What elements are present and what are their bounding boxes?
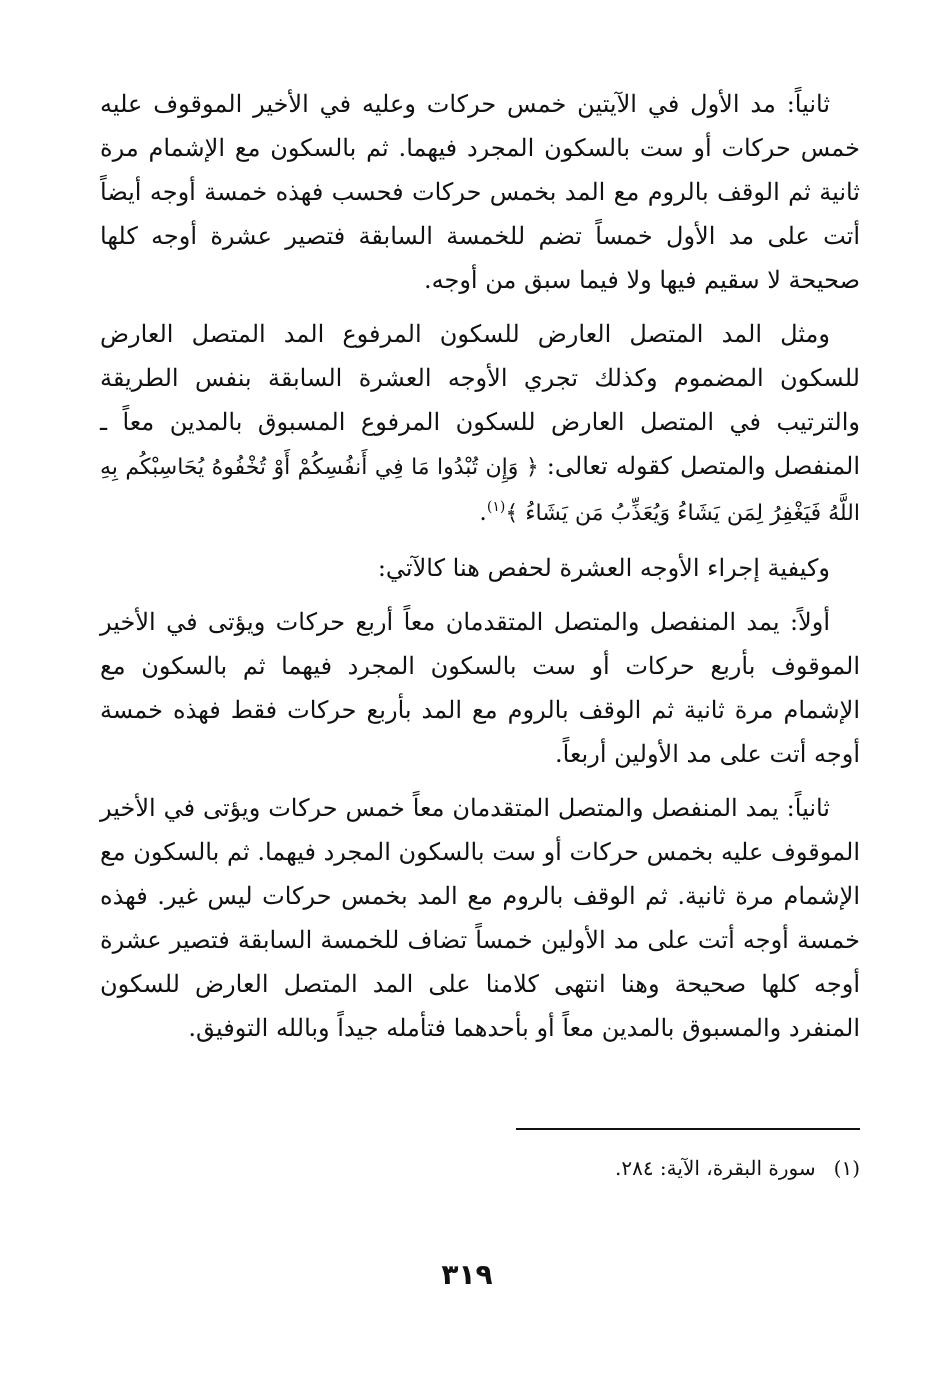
paragraph-4: أولاً: يمد المنفصل والمتصل المتقدمان معاً أربع حركات ويؤتى في الأخير الموقوف بأربع حركات أو ست بالسكون المجرد فيهما ثم بالسكون مع الإشمام مرة ثانية ثم الوقف بالروم مع المد بأربع حركات فقط فهذه خمسة أوجه أتت على مد الأولين أربعاً. xyxy=(100,608,860,768)
paragraph-5: ثانياً: يمد المنفصل والمتصل المتقدمان معاً خمس حركات ويؤتى في الأخير الموقوف عليه بخمس حركات أو ست بالسكون المجرد فيهما. ثم بالسكون مع الإشمام مرة ثانية. ثم الوقف بالروم مع المد بخمس حركات ليس غير. فهذه خمسة أوجه أتت على مد الأولين خمساً تضاف للخمسة السابقة فتصير عشرة أوجه كلها صحيحة وهنا انتهى كلامنا على المد المتصل العارض للسكون المنفرد والمسبوق بالمدين معاً أو بأحدهما فتأمله جيداً وبالله التوفيق. xyxy=(100,794,860,1042)
footnote xyxy=(480,1150,860,1186)
page-number: ٣١٩ xyxy=(441,1258,493,1291)
footnote-text: سورة البقرة، الآية: ٢٨٤. xyxy=(614,1156,816,1180)
footnote-number: (١) xyxy=(833,1156,860,1180)
paragraph-2-text: ومثل المد المتصل العارض للسكون المرفوع المد المتصل العارض للسكون المضموم وكذلك تجري الأوجه العشرة السابقة بنفس الطريقة والترتيب في المتصل العارض للسكون المرفوع المسبوق بالمدين معاً ـ المنفصل والمتصل كقوله تعالى: xyxy=(100,320,861,480)
paragraph-1: ثانياً: مد الأول في الآيتين خمس حركات وعليه في الأخير الموقوف عليه خمس حركات أو ست بالسكون المجرد فيهما. ثم بالسكون مع الإشمام مرة ثانية ثم الوقف بالروم مع المد بخمس حركات فحسب فهذه خمسة أوجه أيضاً أتت على مد الأول خمساً تضم للخمسة السابقة فتصير عشرة أوجه كلها صحيحة لا سقيم فيها ولا فيما سبق من أوجه. xyxy=(100,90,861,294)
main-text xyxy=(100,82,860,1060)
quran-verse: ﴿ وَإِن تُبْدُوا مَا فِي أَنفُسِكُمْ أَوْ تُخْفُوهُ يُحَاسِبْكُم بِهِ اللَّهُ فَيَغْفِرُ لِمَن يَشَاءُ وَيُعَذِّبُ مَن يَشَاءُ ﴾ xyxy=(100,455,860,526)
footnote-divider xyxy=(516,1128,860,1130)
footnote-reference: (١) xyxy=(486,499,506,515)
paragraph-2 xyxy=(100,312,860,536)
paragraph-3: وكيفية إجراء الأوجه العشرة لحفص هنا كالآتي: xyxy=(377,554,830,582)
paragraph-2-end: . xyxy=(479,498,487,526)
